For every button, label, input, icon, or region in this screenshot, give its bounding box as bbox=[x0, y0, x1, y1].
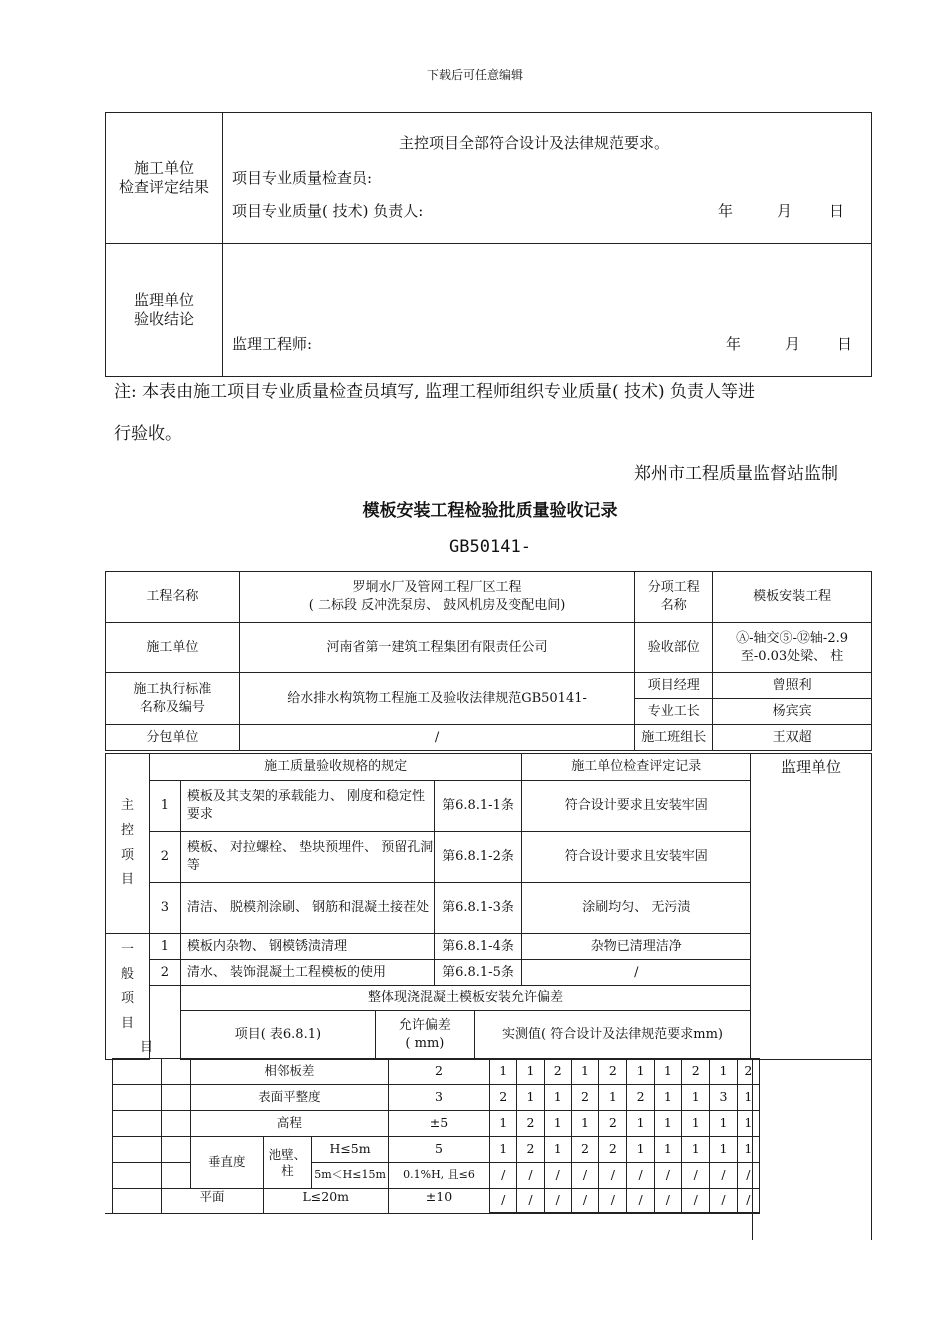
measured-value: 1 bbox=[490, 1059, 517, 1085]
measured-value: 1 bbox=[571, 1111, 598, 1137]
measured-value: 2 bbox=[571, 1137, 598, 1163]
general-item-2-no: 2 bbox=[149, 960, 180, 986]
tol-row-2-allow: 3 bbox=[388, 1085, 489, 1111]
main-item-3-no: 3 bbox=[149, 883, 180, 934]
measured-value: / bbox=[599, 1163, 627, 1189]
table-row bbox=[113, 1111, 760, 1137]
supervisor-engineer-label: 监理工程师: bbox=[232, 335, 313, 353]
measured-value: 1 bbox=[737, 1111, 759, 1137]
measured-value: 1 bbox=[710, 1137, 737, 1163]
general-item-1-clause: 第6.8.1-4条 bbox=[434, 934, 522, 960]
tol-row-2-item: 表面平整度 bbox=[190, 1085, 388, 1111]
tolerance-header bbox=[181, 1011, 750, 1059]
table-bottom-rule bbox=[105, 1213, 760, 1214]
measured-value: / bbox=[627, 1163, 654, 1189]
contractor-label: 施工单位 bbox=[106, 623, 240, 673]
contractor-statement: 主控项目全部符合设计及法律规范要求。 bbox=[399, 134, 670, 152]
measured-value: / bbox=[544, 1189, 571, 1213]
blank-cell bbox=[161, 1059, 190, 1085]
measured-value: / bbox=[490, 1163, 517, 1189]
tol-row-1-allow: 2 bbox=[388, 1059, 489, 1085]
measured-value: 1 bbox=[737, 1085, 759, 1111]
date-year: 年 bbox=[718, 202, 734, 220]
subproject-label: 分项工程 名称 bbox=[635, 572, 713, 623]
measured-value: 2 bbox=[517, 1137, 544, 1163]
supervisor-column bbox=[751, 781, 872, 1060]
main-item-1-clause: 第6.8.1-1条 bbox=[434, 781, 522, 832]
measured-value: / bbox=[517, 1163, 544, 1189]
measured-value: / bbox=[517, 1189, 544, 1213]
measured-value: 3 bbox=[710, 1085, 737, 1111]
measured-value: / bbox=[654, 1163, 681, 1189]
measured-value: / bbox=[571, 1163, 598, 1189]
note-line-1: 注: 本表由施工项目专业质量检查员填写, 监理工程师组织专业质量( 技术) 负责人等进 bbox=[114, 382, 756, 402]
general-items-label: 一 般 项 目 bbox=[106, 934, 150, 1060]
measured-value: 2 bbox=[490, 1085, 517, 1111]
issuer-note: 郑州市工程质量监督站监制 bbox=[634, 464, 838, 484]
date-day: 日 bbox=[829, 202, 845, 220]
measured-value: 1 bbox=[599, 1085, 627, 1111]
project-info-table bbox=[105, 571, 872, 751]
general-items-tail: 目 bbox=[140, 1040, 154, 1055]
spec-header: 施工质量验收规格的规定 bbox=[149, 754, 522, 781]
location-value: Ⓐ-轴交⑤-⑫轴-2.9 至-0.03处梁、 柱 bbox=[713, 623, 872, 673]
measured-value: 2 bbox=[682, 1059, 710, 1085]
tol-allow-header: 允许偏差 ( mm) bbox=[375, 1011, 474, 1059]
general-item-2-desc: 清水、 装饰混凝土工程模板的使用 bbox=[180, 960, 434, 986]
measured-value: 1 bbox=[490, 1111, 517, 1137]
tol-row-1-item: 相邻板差 bbox=[190, 1059, 388, 1085]
foreman-label: 专业工长 bbox=[635, 699, 713, 725]
supervisor-conclusion-cell bbox=[223, 244, 872, 377]
blank-cell bbox=[161, 1111, 190, 1137]
measured-value: 1 bbox=[737, 1137, 759, 1163]
measured-value: / bbox=[490, 1189, 517, 1213]
measured-value: 1 bbox=[517, 1085, 544, 1111]
standard-value: 给水排水构筑物工程施工及验收法律规范GB50141- bbox=[239, 673, 634, 725]
main-items-label: 主 控 项 目 bbox=[106, 754, 150, 934]
blank-cell bbox=[113, 1163, 162, 1189]
measured-value: 1 bbox=[627, 1137, 654, 1163]
project-name-label: 工程名称 bbox=[106, 572, 240, 623]
supervisor-date-month: 月 bbox=[785, 335, 801, 353]
measured-value: 1 bbox=[654, 1137, 681, 1163]
location-label: 验收部位 bbox=[635, 623, 713, 673]
table-row bbox=[113, 1137, 760, 1163]
vert-row-2-cond: 5m＜H≤15m bbox=[312, 1163, 389, 1189]
general-item-blank bbox=[149, 986, 180, 1060]
date-month: 月 bbox=[777, 202, 793, 220]
page-header-note: 下载后可任意编辑 bbox=[426, 68, 523, 82]
supervisor-date-year: 年 bbox=[726, 335, 742, 353]
tol-item-header: 项目( 表6.8.1) bbox=[181, 1011, 376, 1059]
measured-value: / bbox=[710, 1189, 737, 1213]
project-name-line1: 罗垌水厂及管网工程厂区工程 bbox=[352, 580, 522, 596]
measured-value: 2 bbox=[517, 1111, 544, 1137]
plane-allow: ±10 bbox=[388, 1189, 489, 1213]
table-row bbox=[113, 1189, 760, 1213]
table-row bbox=[113, 1059, 760, 1085]
team-leader-label: 施工班组长 bbox=[635, 725, 713, 751]
project-manager-value: 曾照利 bbox=[713, 673, 872, 699]
measured-value: 1 bbox=[710, 1111, 737, 1137]
general-item-1-no: 1 bbox=[149, 934, 180, 960]
project-name-line2: ( 二标段 反冲洗泵房、 鼓风机房及变配电间) bbox=[308, 598, 566, 613]
main-item-3-clause: 第6.8.1-3条 bbox=[434, 883, 522, 934]
supervisor-conclusion-label bbox=[106, 244, 223, 377]
plane-cond: L≤20m bbox=[263, 1189, 388, 1213]
measured-value: 1 bbox=[627, 1111, 654, 1137]
measured-value: / bbox=[544, 1163, 571, 1189]
form-code: GB50141- bbox=[449, 537, 531, 557]
measured-value: 1 bbox=[490, 1137, 517, 1163]
supervisor-header: 监理单位 bbox=[751, 754, 872, 781]
main-item-1-desc: 模板及其支架的承载能力、 刚度和稳定性要求 bbox=[180, 781, 434, 832]
blank-cell bbox=[113, 1189, 162, 1213]
vert-row-2-allow: 0.1%H, 且≤6 bbox=[388, 1163, 489, 1189]
measured-value: / bbox=[710, 1163, 737, 1189]
measured-value: 1 bbox=[654, 1111, 681, 1137]
measured-value: 1 bbox=[571, 1059, 598, 1085]
measured-value: 1 bbox=[682, 1137, 710, 1163]
subcontractor-label: 分包单位 bbox=[106, 725, 240, 751]
supervisor-conclusion-label-text: 监理单位 验收结论 bbox=[133, 291, 194, 328]
project-manager-label: 项目经理 bbox=[635, 673, 713, 699]
contractor-result-label bbox=[106, 113, 223, 244]
measured-value: 1 bbox=[682, 1111, 710, 1137]
measured-value: 2 bbox=[571, 1085, 598, 1111]
measured-value: / bbox=[654, 1189, 681, 1213]
wall-column-label: 池壁、 柱 bbox=[263, 1137, 312, 1189]
blank-cell bbox=[113, 1085, 162, 1111]
measured-value: / bbox=[737, 1189, 759, 1213]
blank-cell bbox=[113, 1059, 162, 1085]
general-item-1-desc: 模板内杂物、 钢模锈渍清理 bbox=[180, 934, 434, 960]
table-right-edge bbox=[871, 1058, 872, 1240]
foreman-value: 杨宾宾 bbox=[713, 699, 872, 725]
contractor-value: 河南省第一建筑工程集团有限责任公司 bbox=[239, 623, 634, 673]
tolerance-table bbox=[112, 1058, 760, 1213]
measured-value: / bbox=[627, 1189, 654, 1213]
measured-value: 1 bbox=[654, 1085, 681, 1111]
tolerance-header-cell bbox=[180, 1011, 750, 1060]
measured-value: 1 bbox=[544, 1111, 571, 1137]
project-name-cell bbox=[239, 572, 634, 623]
vert-row-1-cond: H≤5m bbox=[312, 1137, 389, 1163]
contractor-result-cell bbox=[223, 113, 872, 244]
main-item-2-result: 符合设计要求且安装牢固 bbox=[522, 832, 751, 883]
blank-cell bbox=[113, 1137, 162, 1163]
measured-value: 1 bbox=[682, 1085, 710, 1111]
measured-value: / bbox=[682, 1189, 710, 1213]
main-item-3-desc: 清洁、 脱模剂涂刷、 钢筋和混凝土接茬处 bbox=[180, 883, 434, 934]
subcontractor-value: / bbox=[239, 725, 634, 751]
vertical-label: 垂直度 bbox=[190, 1137, 263, 1189]
measured-value: 2 bbox=[599, 1137, 627, 1163]
vert-row-1-allow: 5 bbox=[388, 1137, 489, 1163]
measured-value: 1 bbox=[654, 1059, 681, 1085]
measured-value: 2 bbox=[627, 1085, 654, 1111]
note-line-2: 行验收。 bbox=[114, 424, 182, 444]
measured-value: 1 bbox=[544, 1137, 571, 1163]
form-title: 模板安装工程检验批质量验收记录 bbox=[362, 501, 618, 521]
tol-row-3-allow: ±5 bbox=[388, 1111, 489, 1137]
tolerance-title: 整体现浇混凝土模板安装允许偏差 bbox=[180, 986, 750, 1011]
main-item-2-desc: 模板、 对拉螺栓、 垫块预埋件、 预留孔洞等 bbox=[180, 832, 434, 883]
main-item-2-no: 2 bbox=[149, 832, 180, 883]
measured-value: 1 bbox=[517, 1059, 544, 1085]
measured-value: 2 bbox=[544, 1059, 571, 1085]
blank-cell bbox=[113, 1111, 162, 1137]
measured-value: / bbox=[599, 1189, 627, 1213]
tol-row-3-item: 高程 bbox=[190, 1111, 388, 1137]
measured-value: / bbox=[737, 1163, 759, 1189]
plane-label: 平面 bbox=[161, 1189, 263, 1213]
supervisor-date-day: 日 bbox=[837, 335, 853, 353]
inspection-items-table bbox=[105, 753, 872, 1060]
measured-value: 1 bbox=[627, 1059, 654, 1085]
general-item-2-clause: 第6.8.1-5条 bbox=[434, 960, 522, 986]
blank-cell bbox=[161, 1163, 190, 1189]
measured-value: 2 bbox=[599, 1111, 627, 1137]
technical-lead-label: 项目专业质量( 技术) 负责人: bbox=[232, 202, 424, 220]
contractor-result-label-text: 施工单位 检查评定结果 bbox=[118, 159, 209, 196]
main-item-2-clause: 第6.8.1-2条 bbox=[434, 832, 522, 883]
measured-value: 2 bbox=[737, 1059, 759, 1085]
general-item-2-result: / bbox=[522, 960, 751, 986]
measured-value: 1 bbox=[544, 1085, 571, 1111]
measured-value: / bbox=[571, 1189, 598, 1213]
blank-cell bbox=[161, 1137, 190, 1163]
main-item-1-no: 1 bbox=[149, 781, 180, 832]
table-row bbox=[113, 1085, 760, 1111]
evaluation-table bbox=[105, 112, 872, 377]
quality-inspector-label: 项目专业质量检查员: bbox=[232, 169, 373, 187]
record-header: 施工单位检查评定记录 bbox=[522, 754, 751, 781]
tol-measured-header: 实测值( 符合设计及法律规范要求mm) bbox=[502, 1027, 723, 1043]
main-item-3-result: 涂刷均匀、 无污渍 bbox=[522, 883, 751, 934]
general-item-1-result: 杂物已清理洁净 bbox=[522, 934, 751, 960]
measured-value: / bbox=[682, 1163, 710, 1189]
main-item-1-result: 符合设计要求且安装牢固 bbox=[522, 781, 751, 832]
subproject-value: 模板安装工程 bbox=[713, 572, 872, 623]
supervisor-column-extension bbox=[752, 1058, 753, 1240]
measured-value: 2 bbox=[599, 1059, 627, 1085]
standard-label: 施工执行标准 名称及编号 bbox=[106, 673, 240, 725]
team-leader-value: 王双超 bbox=[713, 725, 872, 751]
blank-cell bbox=[161, 1085, 190, 1111]
measured-value: 1 bbox=[710, 1059, 737, 1085]
